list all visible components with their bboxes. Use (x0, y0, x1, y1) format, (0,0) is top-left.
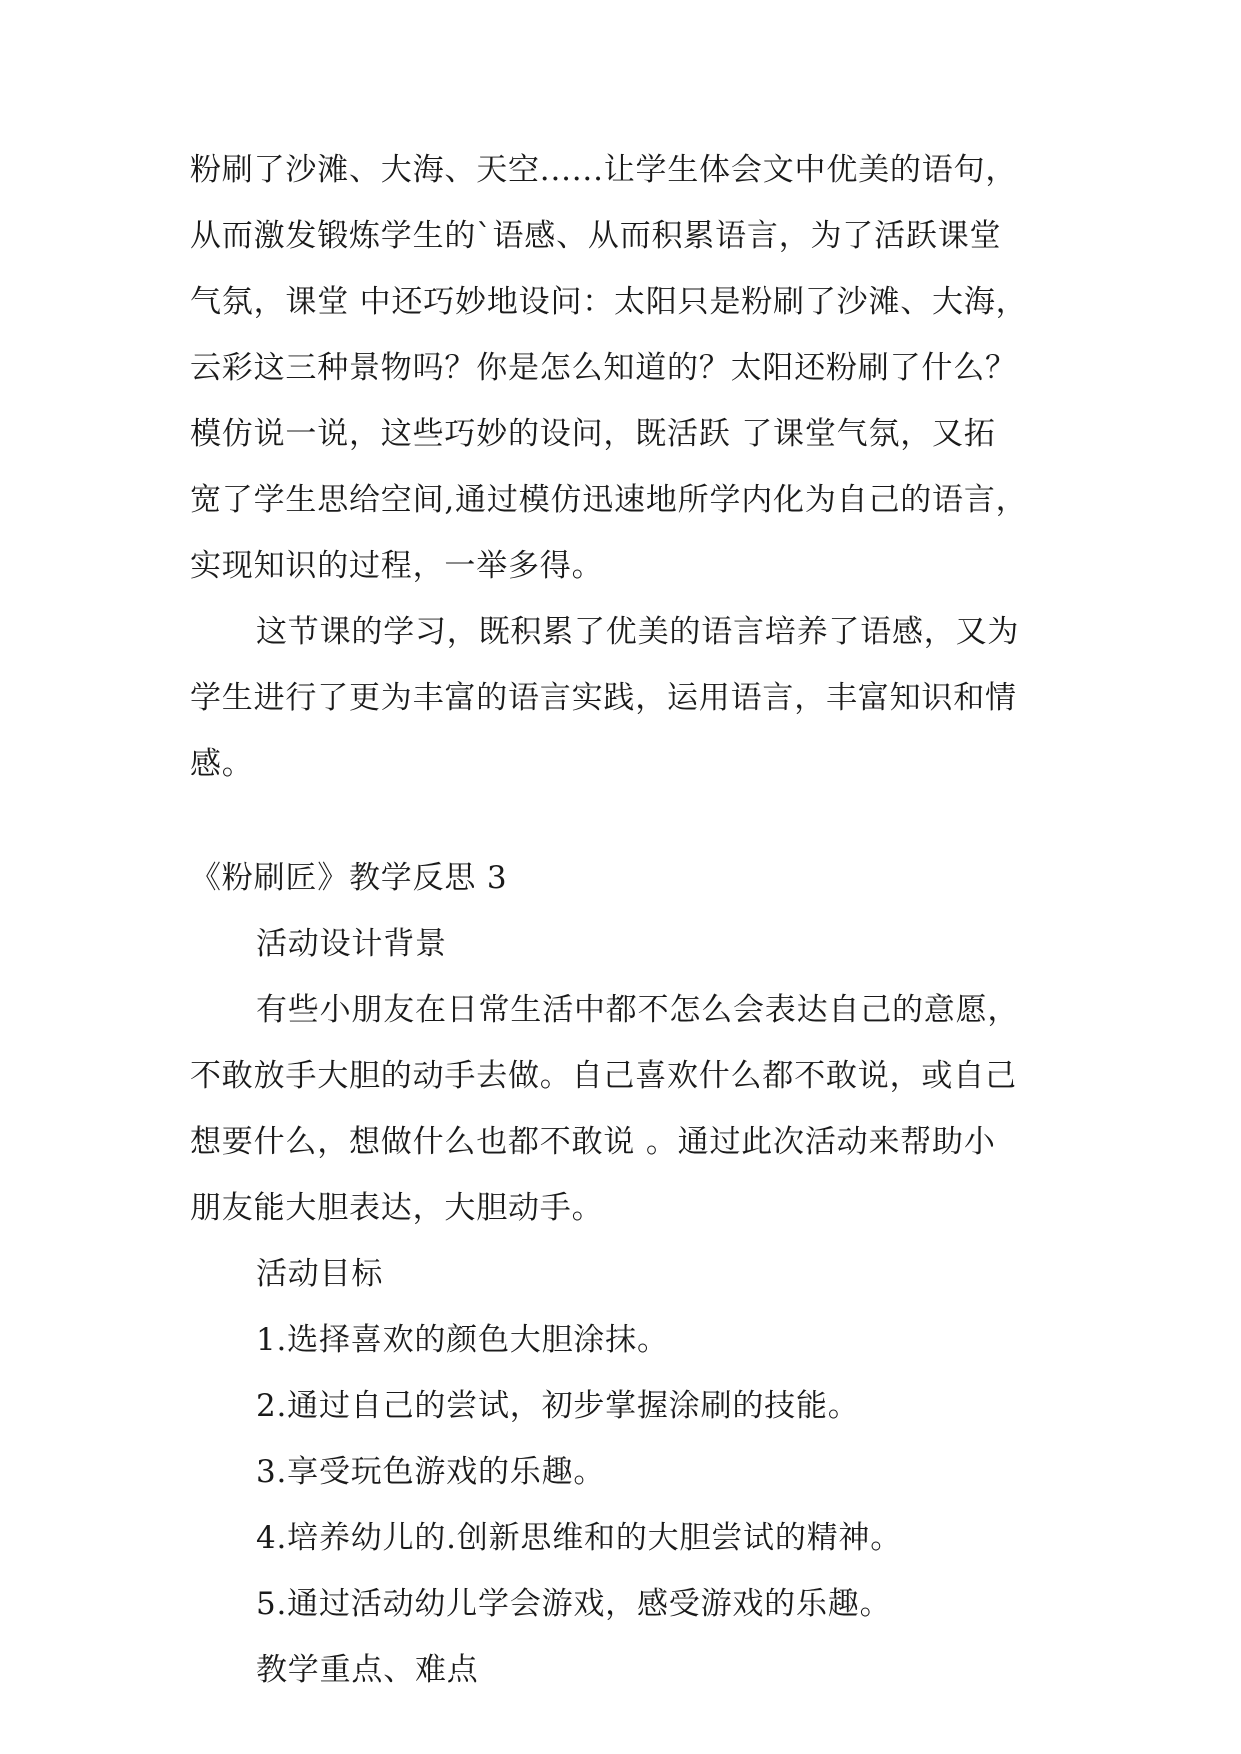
paragraph-line: 从而激发锻炼学生的`语感、从而积累语言，为了活跃课堂 (190, 218, 1002, 254)
goals-heading: 活动目标 (256, 1256, 384, 1292)
paragraph-line: 朋友能大胆表达，大胆动手。 (190, 1190, 604, 1226)
paragraph-line: 有些小朋友在日常生活中都不怎么会表达自己的意愿， (256, 992, 1020, 1028)
paragraph-line: 宽了学生思给空间,通过模仿迅速地所学内化为自己的语言， (190, 482, 1028, 518)
background-heading: 活动设计背景 (256, 926, 447, 962)
paragraph-line: 实现知识的过程，一举多得。 (190, 548, 604, 584)
goal-item: 3.享受玩色游戏的乐趣。 (256, 1454, 606, 1490)
paragraph-line: 学生进行了更为丰富的语言实践，运用语言，丰富知识和情 (190, 680, 1017, 716)
paragraph-line: 这节课的学习，既积累了优美的语言培养了语感，又为 (256, 614, 1020, 650)
paragraph-line: 感。 (190, 746, 254, 782)
goal-item: 1.选择喜欢的颜色大胆涂抹。 (256, 1322, 669, 1358)
paragraph-line: 粉刷了沙滩、大海、天空......让学生体会文中优美的语句， (190, 152, 1018, 188)
paragraph-line: 云彩这三种景物吗？你是怎么知道的？太阳还粉刷了什么？ (190, 350, 1017, 386)
paragraph-line: 模仿说一说，这些巧妙的设问，既活跃 了课堂气氛，又拓 (190, 416, 996, 452)
section-title: 《粉刷匠》教学反思 3 (190, 860, 508, 896)
paragraph-line: 想要什么，想做什么也都不敢说 。通过此次活动来帮助小 (190, 1124, 996, 1160)
goal-item: 4.培养幼儿的.创新思维和的大胆尝试的精神。 (256, 1520, 903, 1556)
goal-item: 2.通过自己的尝试，初步掌握涂刷的技能。 (256, 1388, 860, 1424)
paragraph-line: 不敢放手大胆的动手去做。自己喜欢什么都不敢说，或自己 (190, 1058, 1017, 1094)
goal-item: 5.通过活动幼儿学会游戏，感受游戏的乐趣。 (256, 1586, 892, 1622)
paragraph-line: 气氛，课堂 中还巧妙地设问：太阳只是粉刷了沙滩、大海， (190, 284, 1028, 320)
key-points-heading: 教学重点、难点 (256, 1652, 479, 1688)
